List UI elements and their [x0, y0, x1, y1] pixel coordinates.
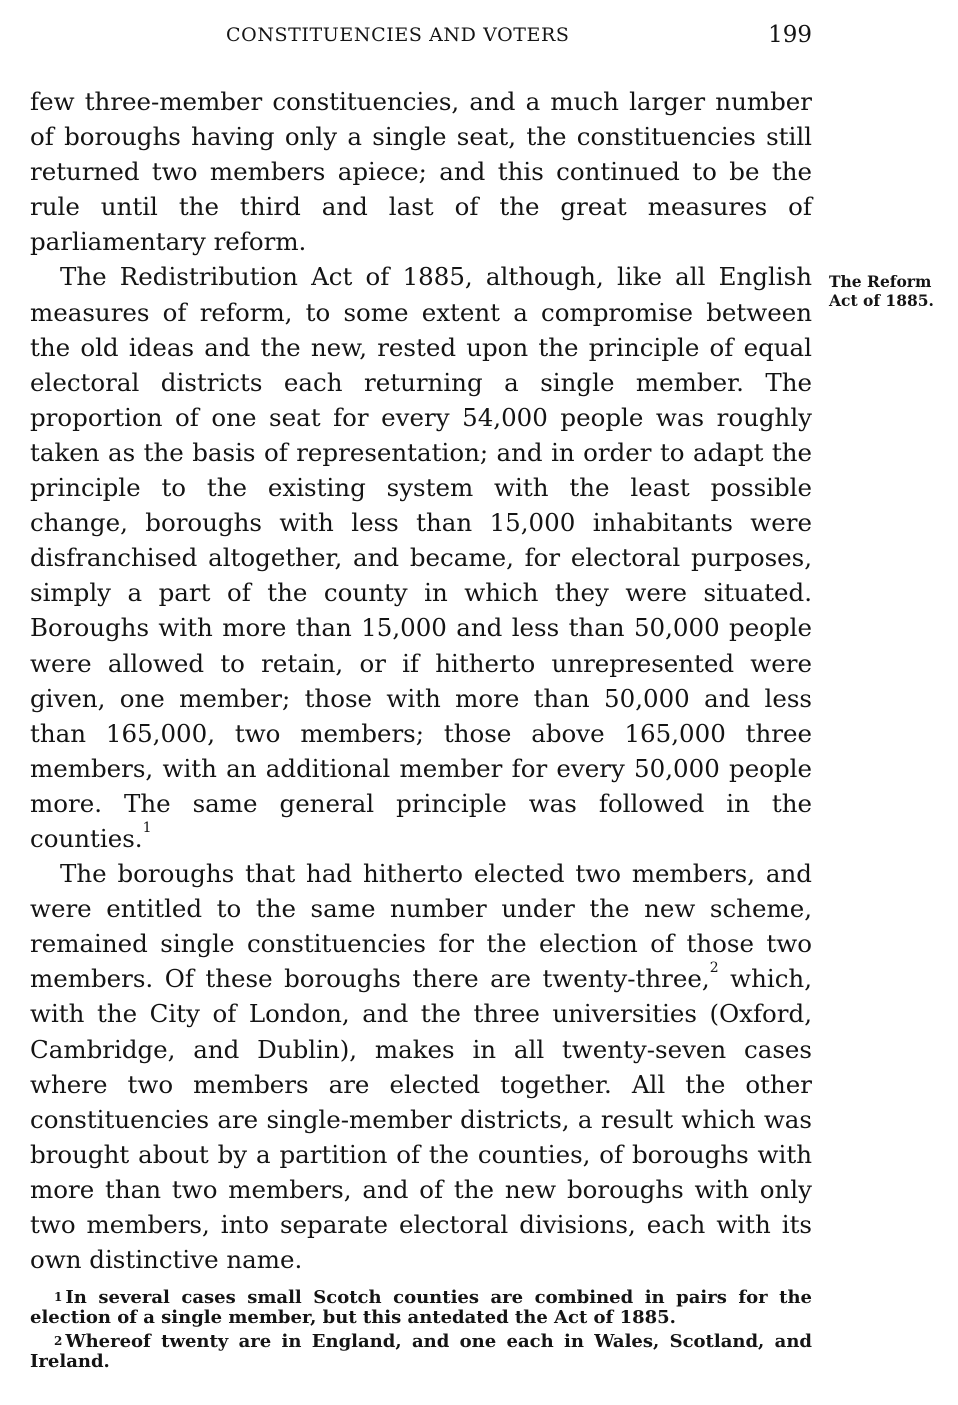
page-number: 199	[768, 22, 812, 48]
footnote-ref-2[interactable]: 2	[709, 960, 719, 977]
footnote-ref-1[interactable]: 1	[142, 819, 152, 836]
footnotes	[30, 1288, 812, 1376]
paragraph-3: The boroughs that had hitherto elected two members, and were entitled to the same number under the new scheme, remained single constituencies for the election of those two members. Of these boroughs there are twenty-three,$^2$ which, with the City of London, and the three universities (Oxford, Cambridge, and Dublin), makes in all twenty-seven cases where two members are elected together. All the other constituencies are single-member districts, a result which was brought about by a partition of the counties, of boroughs with more than two members, and of the new boroughs with only two members, into separate electoral divisions, each with its own distinctive name.	[30, 859, 812, 1275]
margin-note-line-1: The Reform	[829, 272, 932, 291]
paragraph-2: The Redistribution Act of 1885, although, like all English measures of reform, to some extent a compromise between the old ideas and the new, rested upon the principle of equal electoral districts each returning a single member. The proportion of one seat for every 54,000 people was roughly taken as the basis of representation; and in order to adapt the principle to the existing system with the least possible change, boroughs with less than 15,000 inhabitants were disfranchised altogether, and became, for electoral purposes, simply a part of the county in which they were situated. Boroughs with more than 15,000 and less than 50,000 people were allowed to retain, or if hitherto unrepresented were given, one member; those with more than 50,000 and less than 165,000, two members; those above 165,000 three members, with an additional member for every 50,000 people more. The same general principle was followed in the counties.$^1$	[30, 262, 812, 853]
page-header	[30, 22, 812, 52]
body-text	[30, 84, 812, 1277]
margin-note-line-2: Act of 1885.	[829, 291, 934, 310]
footnote-2: $^2$ Whereof twenty are in England, and one each in Wales, Scotland, and Ireland.	[30, 1331, 812, 1372]
footnote-marker-1: 1	[54, 1290, 63, 1304]
footnote-marker-2: 2	[54, 1334, 63, 1348]
running-head: CONSTITUENCIES AND VOTERS	[226, 24, 570, 46]
paragraph-1: few three-member constituencies, and a much larger number of boroughs having only a single seat, the constituencies still returned two members apiece; and this continued to be the rule until the third and last of the great measures of parliamentary reform.	[30, 87, 812, 257]
margin-note	[829, 272, 954, 310]
footnote-1: $^1$ In several cases small Scotch counties are combined in pairs for the election of a single member, but this antedated the Act of 1885.	[30, 1287, 812, 1328]
